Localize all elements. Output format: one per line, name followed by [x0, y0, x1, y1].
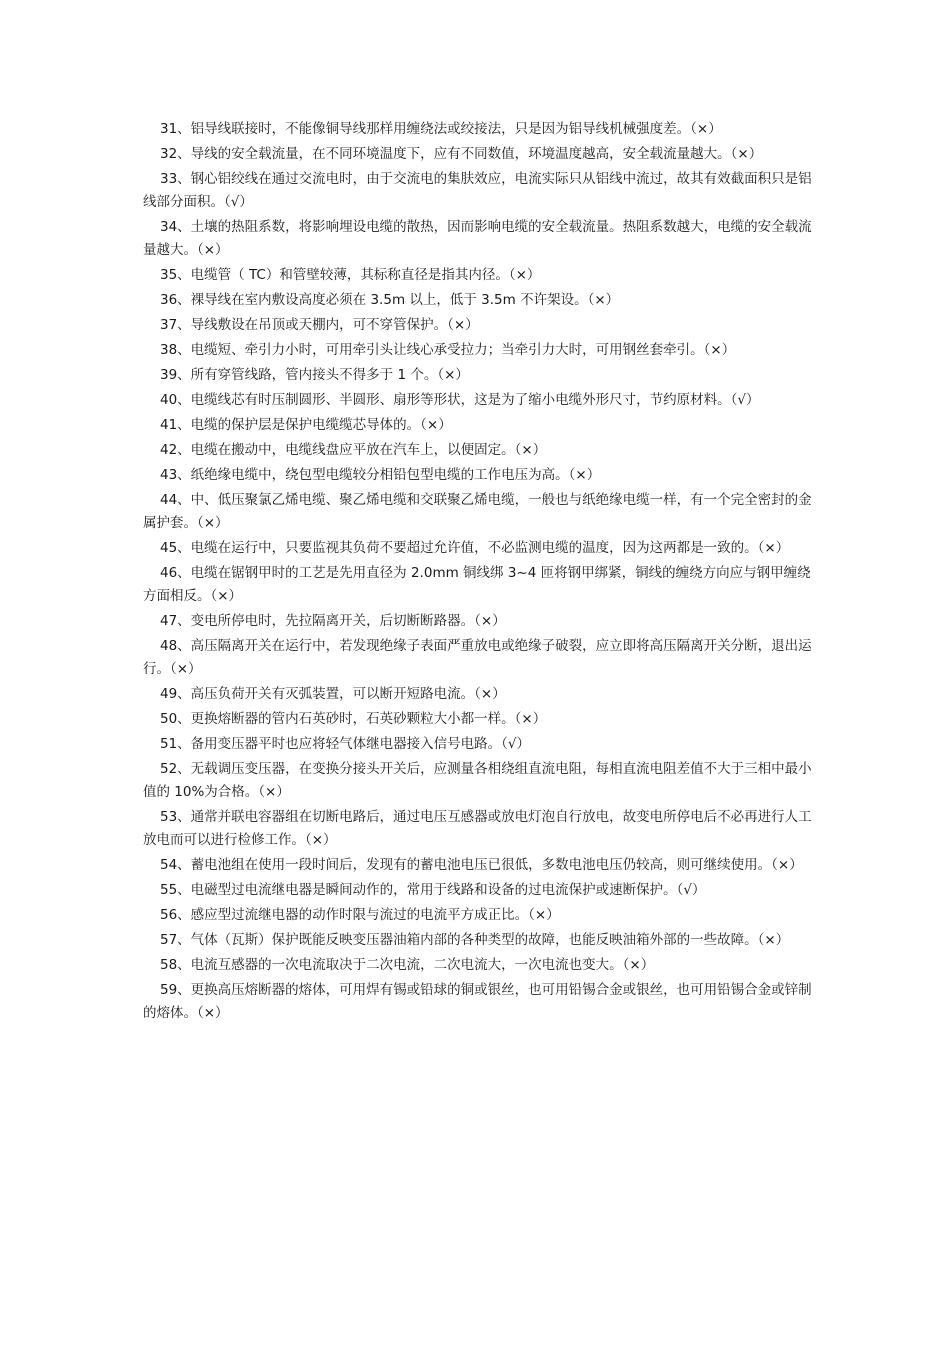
question-item: 58、电流互感器的一次电流取决于二次电流，二次电流大，一次电流也变大。（×） — [160, 957, 655, 973]
question-item: 53、通常并联电容器组在切断电路后，通过电压互感器或放电灯泡自行放电，故变电所停电后不必再进行人工放电而可以进行检修工作。（×） — [143, 809, 812, 848]
question-item: 31、铝导线联接时，不能像铜导线那样用缠绕法或绞接法，只是因为铝导线机械强度差。（×） — [160, 121, 722, 137]
question-item: 38、电缆短、牵引力小时，可用牵引头让线心承受拉力；当牵引力大时，可用钢丝套牵引。（×） — [160, 342, 736, 358]
question-item: 52、无载调压变压器，在变换分接头开关后，应测量各相绕组直流电阻，每相直流电阻差值不大于三相中最小值的 10%为合格。（×） — [143, 761, 812, 800]
question-item: 32、导线的安全载流量，在不同环境温度下，应有不同数值，环境温度越高，安全载流量越大。（×） — [160, 146, 763, 162]
question-list — [143, 118, 813, 1027]
question-item: 48、高压隔离开关在运行中，若发现绝缘子表面严重放电或绝缘子破裂，应立即将高压隔离开关分断，退出运行。（×） — [143, 638, 812, 677]
question-item: 42、电缆在搬动中，电缆线盘应平放在汽车上，以便固定。（×） — [160, 442, 547, 458]
question-item: 34、土壤的热阻系数，将影响埋设电缆的散热，因而影响电缆的安全载流量。热阻系数越大，电缆的安全载流量越大。（×） — [143, 219, 812, 258]
question-item: 55、电磁型过电流继电器是瞬间动作的，常用于线路和设备的过电流保护或速断保护。（√） — [160, 882, 706, 898]
question-item: 40、电缆线芯有时压制圆形、半圆形、扇形等形状，这是为了缩小电缆外形尺寸，节约原材料。（√） — [160, 392, 760, 408]
question-item: 51、备用变压器平时也应将轻气体继电器接入信号电路。（√） — [160, 736, 531, 752]
question-item: 56、感应型过流继电器的动作时限与流过的电流平方成正比。（×） — [160, 907, 560, 923]
question-item: 36、裸导线在室内敷设高度必须在 3.5m 以上，低于 3.5m 不许架设。（×） — [160, 292, 620, 308]
question-item: 41、电缆的保护层是保护电缆缆芯导体的。（×） — [160, 417, 452, 433]
question-item: 57、气体（瓦斯）保护既能反映变压器油箱内部的各种类型的故障，也能反映油箱外部的一些故障。（×） — [160, 932, 790, 948]
question-item: 59、更换高压熔断器的熔体，可用焊有锡或铅球的铜或银丝，也可用铅锡合金或银丝，也可用铅锡合金或锌制的熔体。（×） — [143, 982, 812, 1021]
question-item: 47、变电所停电时，先拉隔离开关，后切断断路器。（×） — [160, 613, 506, 629]
question-item: 37、导线敷设在吊顶或天棚内，可不穿管保护。（×） — [160, 317, 479, 333]
question-item: 54、蓄电池组在使用一段时间后，发现有的蓄电池电压已很低，多数电池电压仍较高，则可继续使用。（×） — [160, 857, 803, 873]
question-item: 35、电缆管（ TC）和管壁较薄，其标称直径是指其内径。（×） — [160, 267, 541, 283]
question-item: 49、高压负荷开关有灭弧装置，可以断开短路电流。（×） — [160, 686, 506, 702]
question-item: 50、更换熔断器的管内石英砂时，石英砂颗粒大小都一样。（×） — [160, 711, 547, 727]
question-item: 44、中、低压聚氯乙烯电缆、聚乙烯电缆和交联聚乙烯电缆，一般也与纸绝缘电缆一样，有一个完全密封的金属护套。（×） — [143, 492, 812, 531]
question-item: 43、纸绝缘电缆中，绕包型电缆较分相铅包型电缆的工作电压为高。（×） — [160, 467, 601, 483]
question-item: 33、钢心铝绞线在通过交流电时，由于交流电的集肤效应，电流实际只从铝线中流过，故其有效截面积只是铝线部分面积。（√） — [143, 171, 812, 210]
question-item: 45、电缆在运行中，只要监视其负荷不要超过允许值，不必监测电缆的温度，因为这两都是一致的。（×） — [160, 540, 790, 556]
question-item: 46、电缆在锯钢甲时的工艺是先用直径为 2.0mm 铜线绑 3~4 匝将钢甲绑紧，铜线的缠绕方向应与钢甲缠绕方面相反。（×） — [143, 565, 811, 604]
question-item: 39、所有穿管线路，管内接头不得多于 1 个。（×） — [160, 367, 469, 383]
